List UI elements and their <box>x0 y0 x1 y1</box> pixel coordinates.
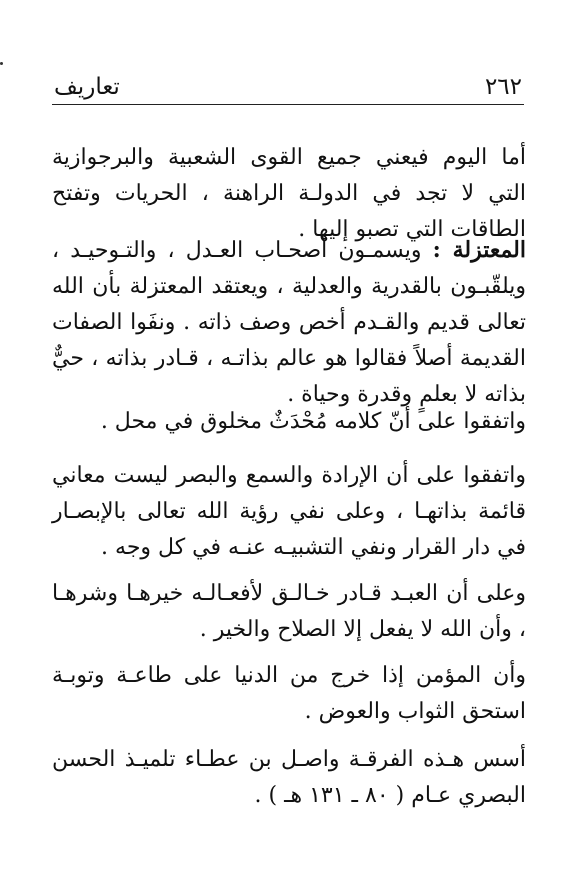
paragraph-3: واتفقوا على أنّ كلامه مُحْدَثٌ مخلوق في محل . <box>100 409 526 434</box>
paragraph-2 <box>52 232 526 413</box>
scan-speck <box>0 62 3 65</box>
page-number: ٢٦٢ <box>484 74 522 100</box>
running-head: تعاريف <box>54 74 120 100</box>
paragraph-7: أسس هـذه الفرقـة واصـل بن عطـاء تلميـذ الحسن البصري عـام ( ٨٠ ـ ١٣١ هـ ) . <box>52 747 526 808</box>
defined-term: المعتزلة : <box>432 237 526 263</box>
paragraph-5: وعلى أن العبـد قـادر خـالـق لأفعـالـه خيرهـا وشرهـا ، وأن الله لا يفعل إلا الصلاح والخير . <box>52 581 526 642</box>
paragraph-1: أما اليوم فيعني جميع القوى الشعبية والبرجوازية التي لا تجد في الدولـة الراهنة ، الحريات وتفتح الطاقات التي تصبو إليها . <box>52 145 526 242</box>
paragraph-2-text: ويسمـون أصحـاب العـدل ، والتـوحيـد ، ويلقّبـون بالقدرية والعدلية ، ويعتقد المعتزلة بأن الله تعالى قديم والقـدم أخص وصف ذاته . ونفَوا الصفات القديمة أصلاً فقالوا هو عالم بذاتـه ، قـادر بذاته ، حيٌّ بذاته لا بعلمٍ وقدرة وحياة . <box>52 238 526 407</box>
paragraph-4: واتفقوا على أن الإرادة والسمع والبصر ليست معاني قائمة بذاتهـا ، وعلى نفي رؤية الله تعالى بالإبصـار في دار القرار ونفي التشبيـه عنـه في كل وجه . <box>52 463 526 560</box>
page-header <box>52 70 524 105</box>
paragraph-6: وأن المؤمن إذا خرج من الدنيا على طاعـة وتوبـة استحق الثواب والعوض . <box>52 663 526 724</box>
